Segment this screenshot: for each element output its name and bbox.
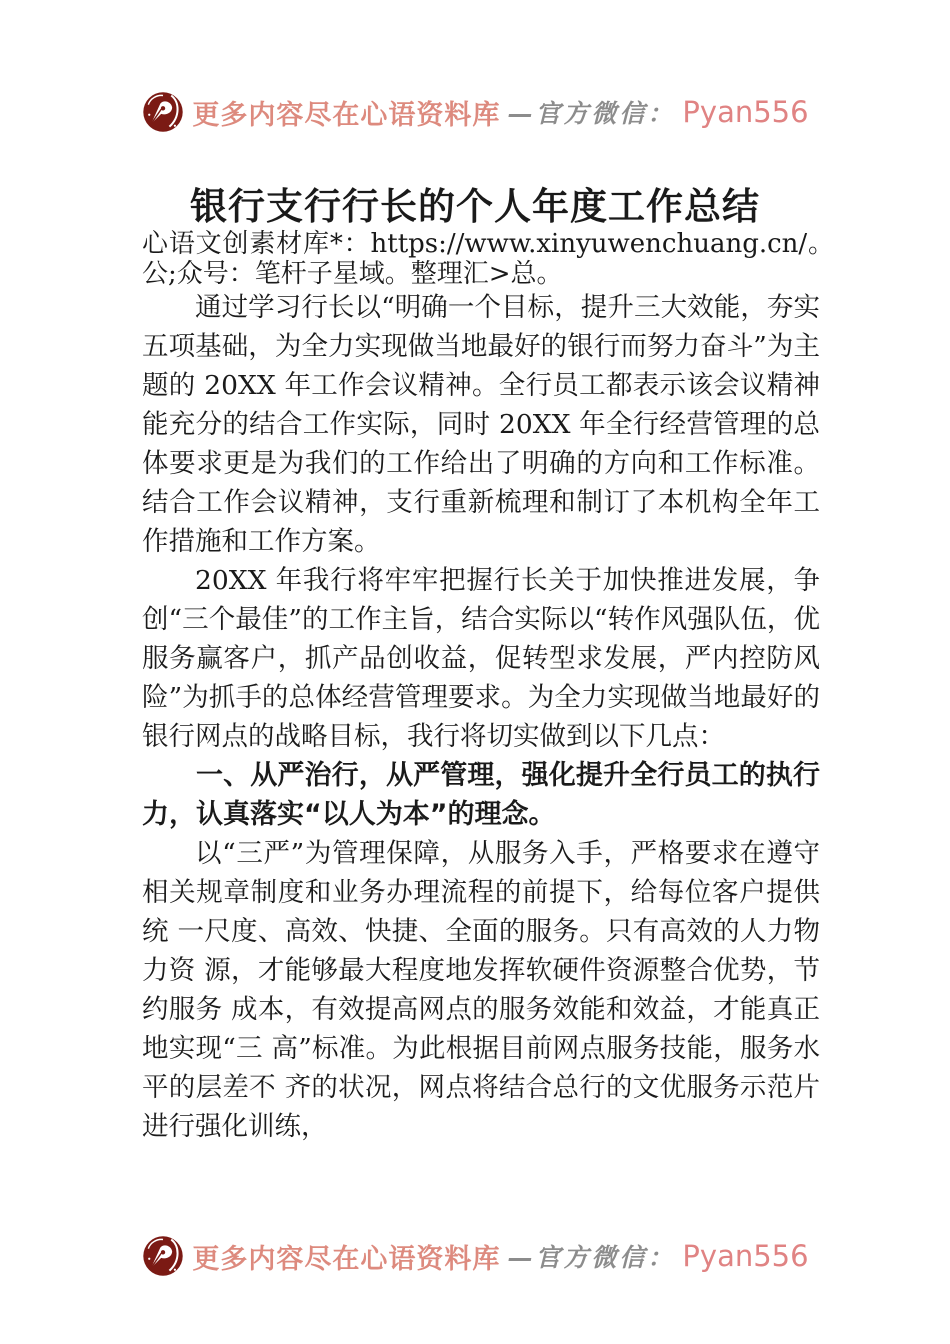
document-body [142,288,820,1146]
document-title: 银行支行行长的个人年度工作总结 [190,184,760,228]
body-paragraph: 以“三严”为管理保障，从服务入手，严格要求在遵守相关规章制度和业务办理流程的前提下，给每位客户提供统 一尺度、高效、快捷、全面的服务。只有高效的人力物力资 源，才能够最大程度地发挥软硬件资源整合优势，节约服务 成本，有效提高网点的服务效能和效益，才能真正地实现“三 高”标准。为此根据目前网点服务技能，服务水平的层差不 齐的状况，网点将结合总行的文优服务示范片进行强化训练， [142,838,820,1142]
source-line: 心语文创素材库*：https://www.xinyuwenchuang.cn/。公;众号：笔杆子星域。整理汇>总。 [142,229,834,289]
pen-nib-logo-icon [141,1234,185,1278]
watermark-wechat-id: Pyan556 [682,1239,809,1273]
watermark-wechat-id: Pyan556 [682,95,809,129]
watermark-brand-text: 更多内容尽在心语资料库 [192,99,501,131]
watermark-wechat-label: —官方微信： [507,1243,676,1272]
section-heading: 一、从严治行，从严管理，强化提升全行员工的执行力，认真落实“以人为本”的理念。 [142,760,820,830]
watermark-wechat-label: —官方微信： [507,99,676,128]
footer-watermark [0,1234,950,1278]
body-paragraph: 通过学习行长以“明确一个目标，提升三大效能，夯实五项基础，为全力实现做当地最好的银行而努力奋斗”为主题的 20XX 年工作会议精神。全行员工都表示该会议精神能充分的结合工作实际，同时 20XX 年全行经营管理的总体要求更是为我们的工作给出了明确的方向和工作标准。结合工作会议精神，支行重新梳理和制订了本机构全年工作措施和工作方案。 [142,292,820,557]
pen-nib-logo-icon [141,90,185,134]
body-paragraph: 20XX 年我行将牢牢把握行长关于加快推进发展，争创“三个最佳”的工作主旨，结合实际以“转作风强队伍，优服务赢客户，抓产品创收益，促转型求发展，严内控防风险”为抓手的总体经营管理要求。为全力实现做当地最好的银行网点的战略目标，我行将切实做到以下几点： [142,565,820,752]
watermark-brand-text: 更多内容尽在心语资料库 [192,1243,501,1275]
header-watermark [0,90,950,134]
